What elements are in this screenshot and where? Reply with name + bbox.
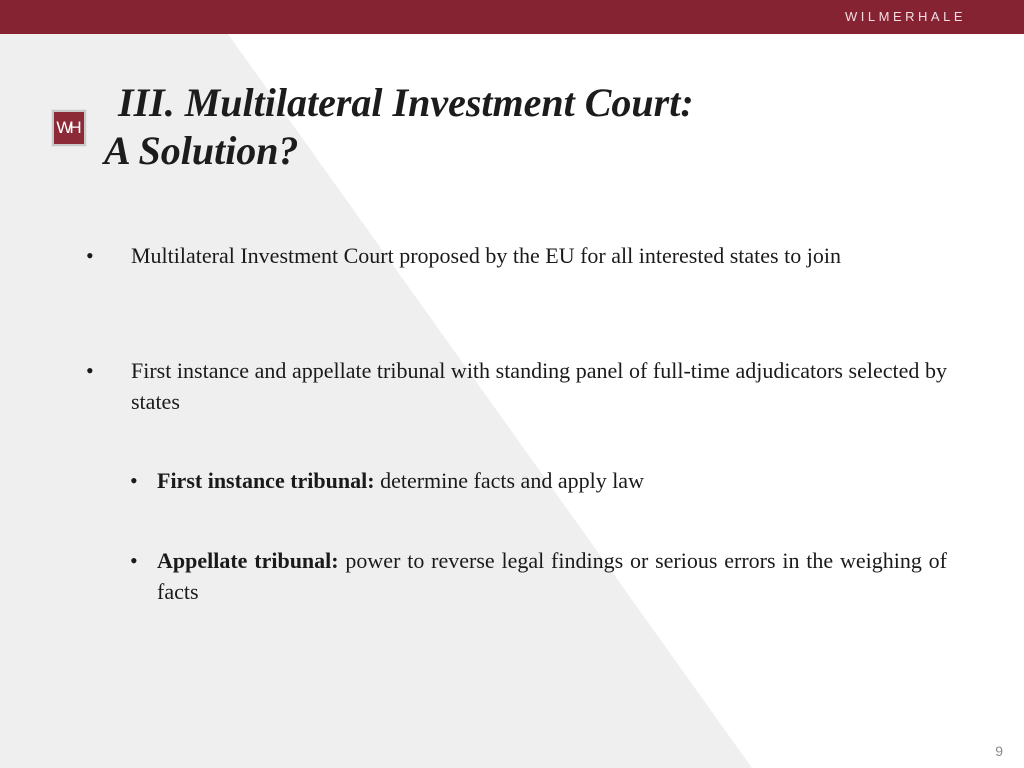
brand-name: WILMERHALE	[845, 9, 966, 24]
bullet-item	[86, 240, 947, 271]
sub-bullet-marker: •	[130, 468, 138, 493]
sub-bullet-item	[130, 465, 947, 496]
bullet-marker: •	[86, 358, 94, 383]
sub-bullet-heading: First instance tribunal:	[157, 468, 375, 493]
slide-title-line-2: A Solution?	[104, 128, 299, 173]
sub-bullet-text: power to reverse legal findings or serious errors in the weighing of facts	[157, 548, 947, 604]
bullet-marker: •	[86, 243, 94, 268]
bullet-item	[86, 355, 947, 417]
bullet-text: Multilateral Investment Court proposed by the EU for all interested states to join	[131, 243, 841, 268]
sub-bullet-text: determine facts and apply law	[374, 468, 644, 493]
slide-title-line-1: III. Multilateral Investment Court:	[118, 80, 694, 125]
sub-bullet-marker: •	[130, 548, 138, 573]
sub-bullet-heading: Appellate tribunal:	[157, 548, 339, 573]
bullet-text: First instance and appellate tribunal with standing panel of full-time adjudicators selected by states	[131, 358, 947, 414]
logo-text: WH	[56, 118, 79, 137]
page-number: 9	[995, 743, 1003, 759]
sub-bullet-item	[130, 545, 947, 607]
